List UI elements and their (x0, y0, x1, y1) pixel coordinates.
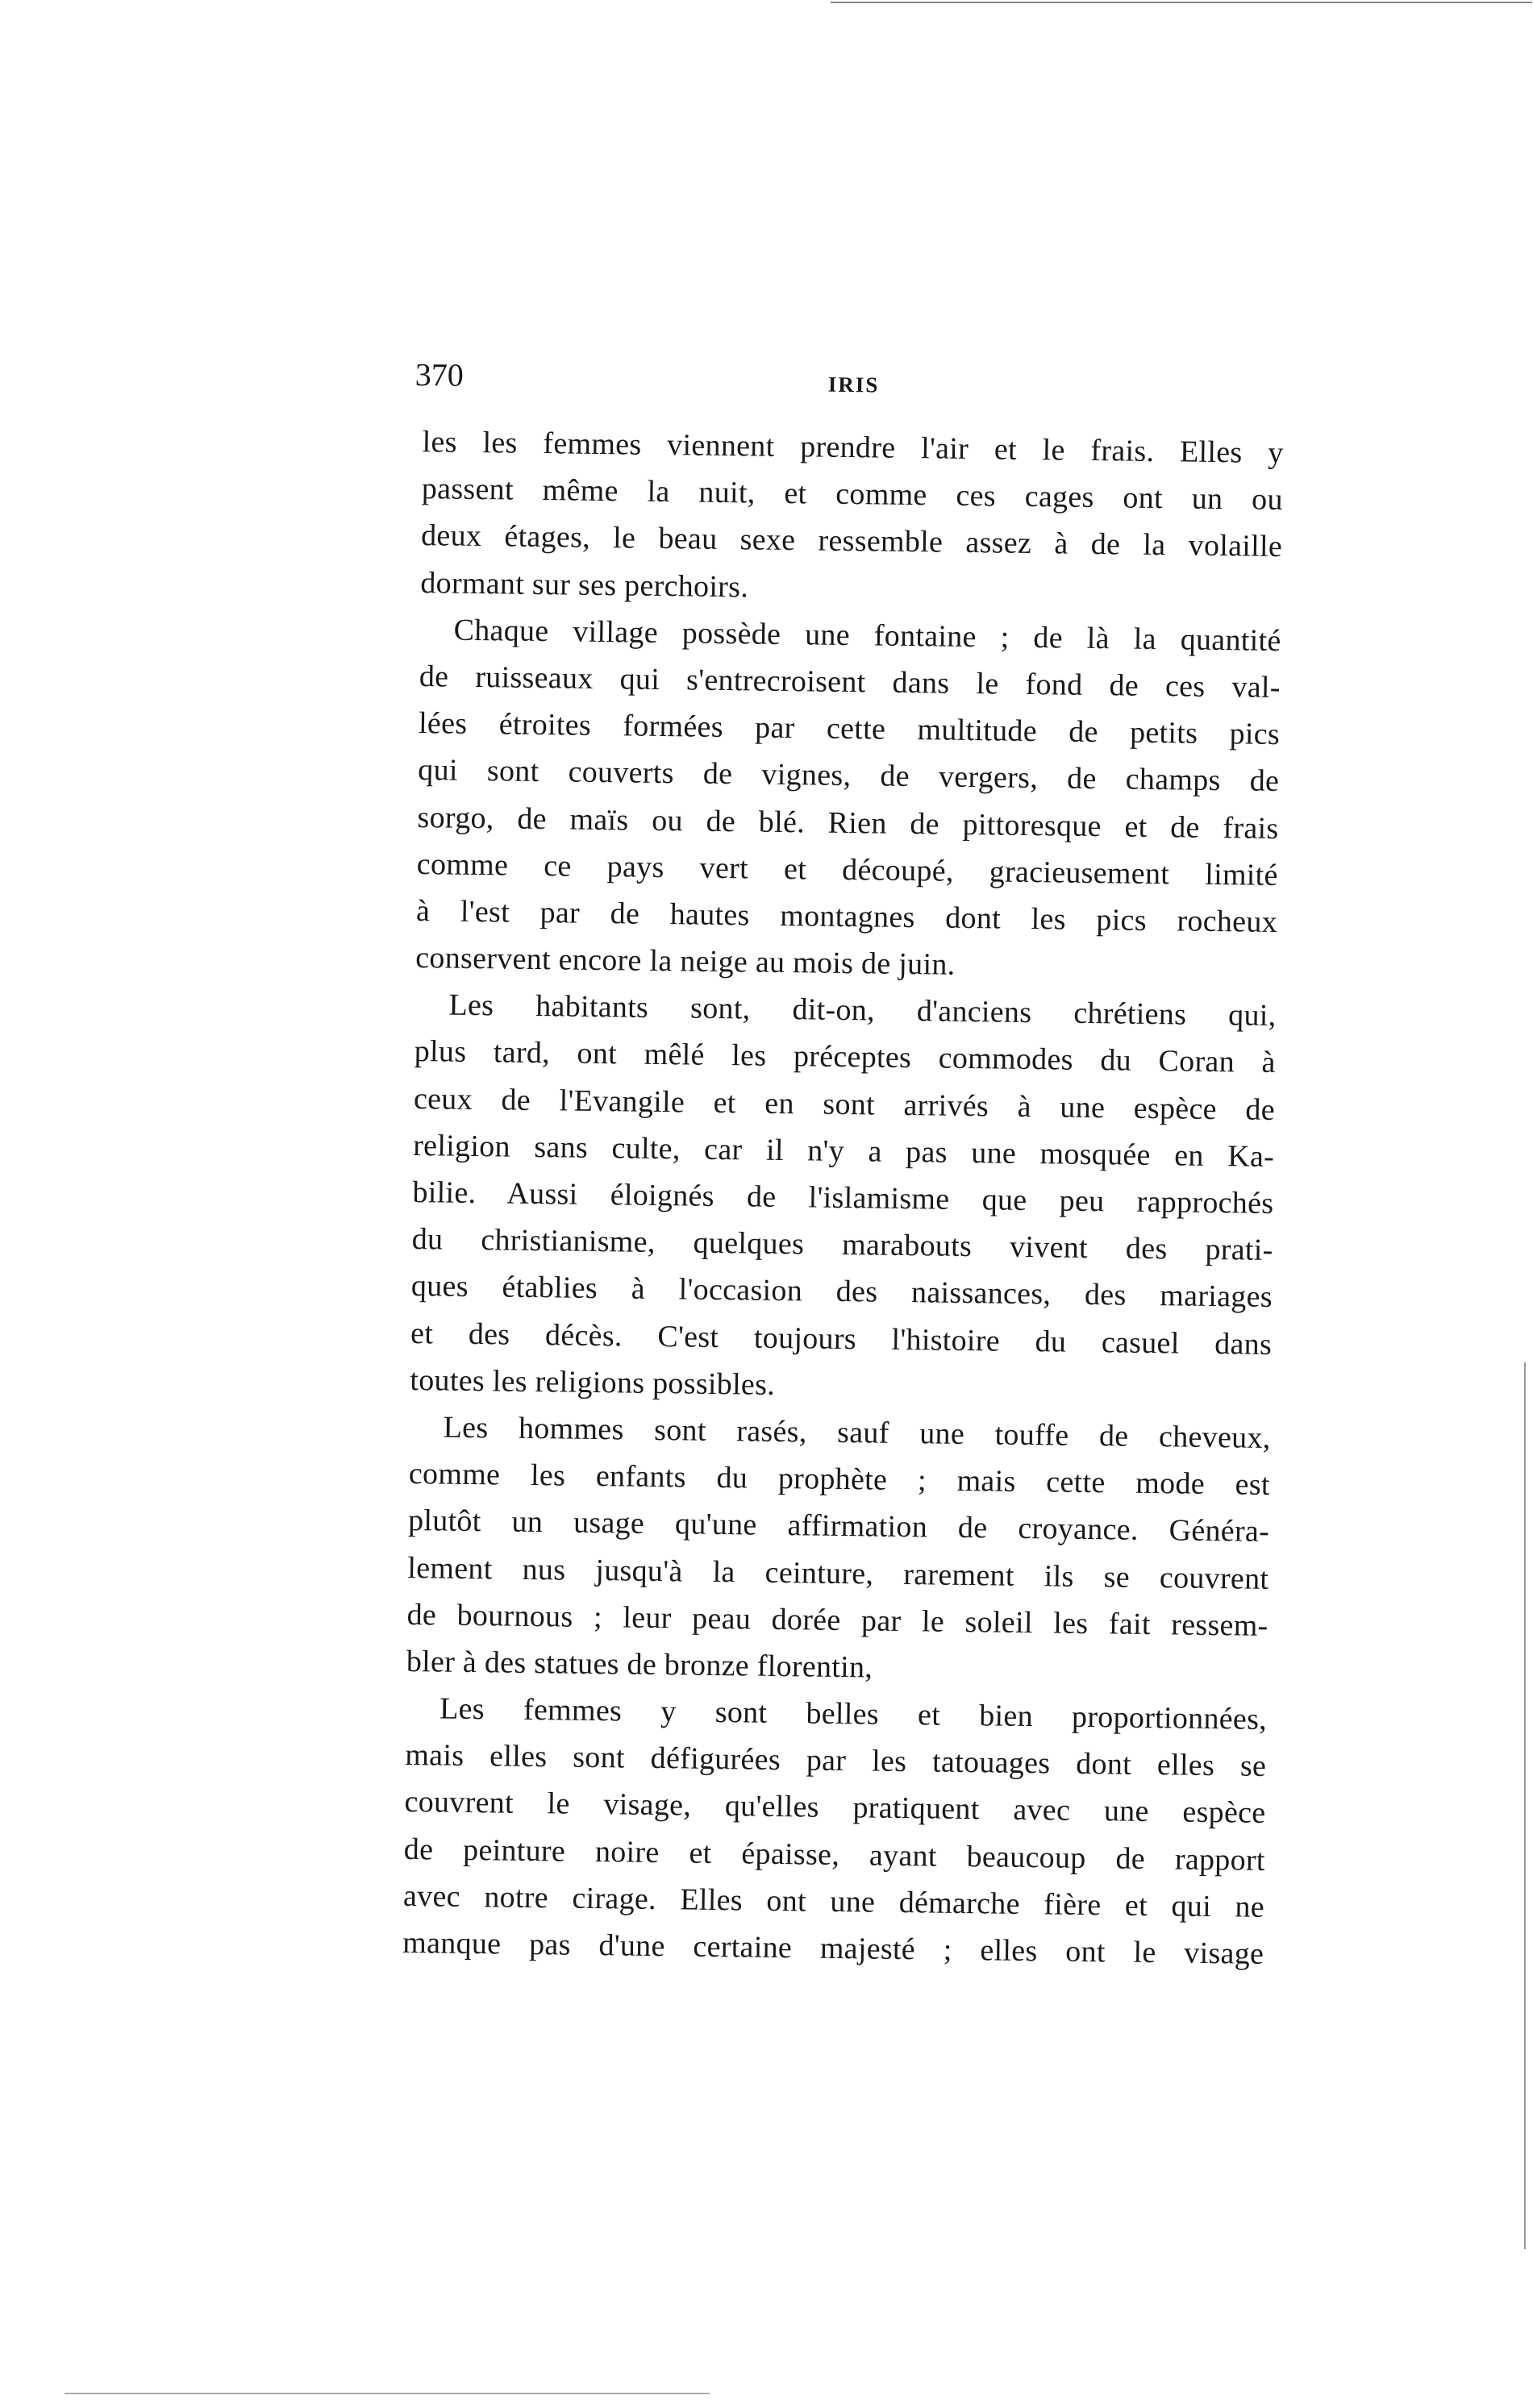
text-line: bilie. Aussi éloignés de l'islamisme que peu rapprochés (412, 1175, 1274, 1221)
scan-edge-line-right (1524, 1362, 1526, 2249)
text-line: deux étages, le beau sexe ressemble assez à de la volaille (420, 518, 1283, 564)
paragraph (406, 1404, 1270, 1696)
text-line: lées étroites formées par cette multitude de petits pics (418, 706, 1281, 752)
body-text (402, 418, 1284, 1978)
text-line: Les hommes sont rasés, sauf une touffe de cheveux, (443, 1410, 1271, 1455)
text-line: de peinture noire et épaisse, ayant beaucoup de rapport (403, 1832, 1266, 1878)
text-line: ceux de l'Evangile et en sont arrivés à une espèce de (413, 1081, 1276, 1127)
text-line: Les femmes y sont belles et bien proportionnées, (439, 1691, 1268, 1736)
paragraph (420, 418, 1284, 618)
text-line: à l'est par de hautes montagnes dont les pics rocheux (415, 893, 1278, 939)
text-line: manque pas d'une certaine majesté ; elles ont le visage (402, 1925, 1264, 1971)
text-line: et des décès. C'est toujours l'histoire du casuel dans (410, 1316, 1273, 1362)
text-line: couvrent le visage, qu'elles pratiquent avec une espèce (404, 1785, 1266, 1831)
running-head (414, 349, 1285, 430)
text-line: qui sont couverts de vignes, de vergers, de champs de (418, 753, 1280, 799)
text-line: comme les enfants du prophète ; mais cette mode est (408, 1457, 1271, 1503)
text-line: du christianisme, quelques marabouts vivent des prati- (411, 1222, 1273, 1268)
paragraph (410, 981, 1277, 1415)
text-line: conservent encore la neige au mois de juin. (415, 941, 956, 982)
text-line: lement nus jusqu'à la ceinture, rarement ils se couvrent (407, 1550, 1269, 1596)
text-line: dormant sur ses perchoirs. (420, 565, 749, 604)
page-number: 370 (414, 356, 464, 393)
text-line: sorgo, de maïs ou de blé. Rien de pittoresque et de frais (417, 800, 1279, 846)
text-line: les les femmes viennent prendre l'air et le frais. Elles y (422, 425, 1284, 471)
text-line: comme ce pays vert et découpé, gracieusement limité (416, 846, 1278, 892)
text-line: religion sans culte, car il n'y a pas une mosquée en Ka- (412, 1128, 1275, 1174)
text-line: plutôt un usage qu'une affirmation de croyance. Généra- (407, 1503, 1270, 1549)
paragraph (415, 606, 1281, 992)
text-line: Chaque village possède une fontaine ; de là la quantité (453, 613, 1281, 658)
text-line: avec notre cirage. Elles ont une démarche fière et qui ne (402, 1878, 1265, 1924)
text-line: de ruisseaux qui s'entrecroisent dans le fond de ces val- (419, 659, 1281, 705)
paragraph (402, 1685, 1267, 1978)
text-line: ques établies à l'occasion des naissances, des mariages (410, 1269, 1273, 1315)
text-line: bler à des statues de bronze florentin, (406, 1644, 873, 1685)
scan-edge-line-bottom (65, 2393, 710, 2394)
scan-edge-line-top (831, 2, 1532, 3)
running-title: IRIS (827, 372, 880, 397)
text-line: passent même la nuit, et comme ces cages ont un ou (421, 472, 1284, 518)
text-line: plus tard, ont mêlé les préceptes commodes du Coran à (414, 1034, 1276, 1080)
text-line: mais elles sont défigurées par les tatouages dont elles se (405, 1738, 1267, 1784)
text-line: Les habitants sont, dit-on, d'anciens chrétiens qui, (448, 988, 1277, 1033)
page-text (402, 349, 1285, 1978)
text-line: toutes les religions possibles. (410, 1362, 776, 1402)
text-line: de bournous ; leur peau dorée par le soleil les fait ressem- (406, 1597, 1268, 1643)
